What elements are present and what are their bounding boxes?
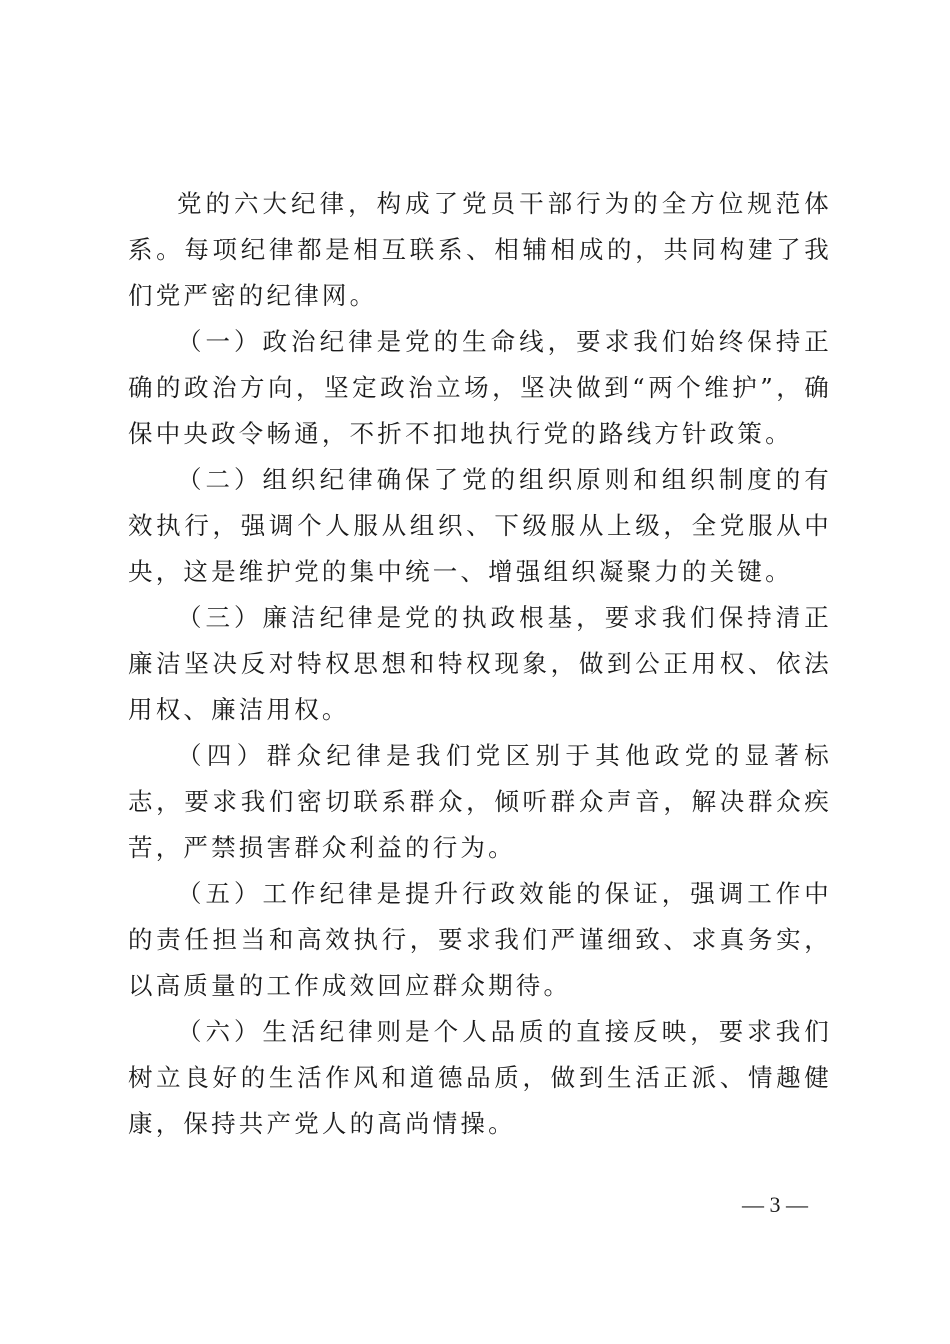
document-body [128, 181, 832, 1147]
paragraph-organizational-discipline: （二）组织纪律确保了党的组织原则和组织制度的有效执行，强调个人服从组织、下级服从上级，全党服从中央，这是维护党的集中统一、增强组织凝聚力的关键。 [128, 465, 832, 586]
paragraph-work-discipline: （五）工作纪律是提升行政效能的保证，强调工作中的责任担当和高效执行，要求我们严谨细致、求真务实，以高质量的工作成效回应群众期待。 [128, 879, 832, 1000]
paragraph-integrity-discipline: （三）廉洁纪律是党的执政根基，要求我们保持清正廉洁坚决反对特权思想和特权现象，做到公正用权、依法用权、廉洁用权。 [128, 603, 832, 724]
paragraph-life-discipline: （六）生活纪律则是个人品质的直接反映，要求我们树立良好的生活作风和道德品质，做到生活正派、情趣健康，保持共产党人的高尚情操。 [128, 1017, 832, 1138]
paragraph-intro: 党的六大纪律，构成了党员干部行为的全方位规范体系。每项纪律都是相互联系、相辅相成的，共同构建了我们党严密的纪律网。 [128, 189, 832, 310]
paragraph-mass-discipline: （四）群众纪律是我们党区别于其他政党的显著标志，要求我们密切联系群众，倾听群众声音，解决群众疾苦，严禁损害群众利益的行为。 [128, 741, 832, 862]
paragraph-political-discipline: （一）政治纪律是党的生命线，要求我们始终保持正确的政治方向，坚定政治立场，坚决做到“两个维护”，确保中央政令畅通，不折不扣地执行党的路线方针政策。 [128, 327, 832, 448]
page-number: — 3 — [742, 1192, 808, 1217]
